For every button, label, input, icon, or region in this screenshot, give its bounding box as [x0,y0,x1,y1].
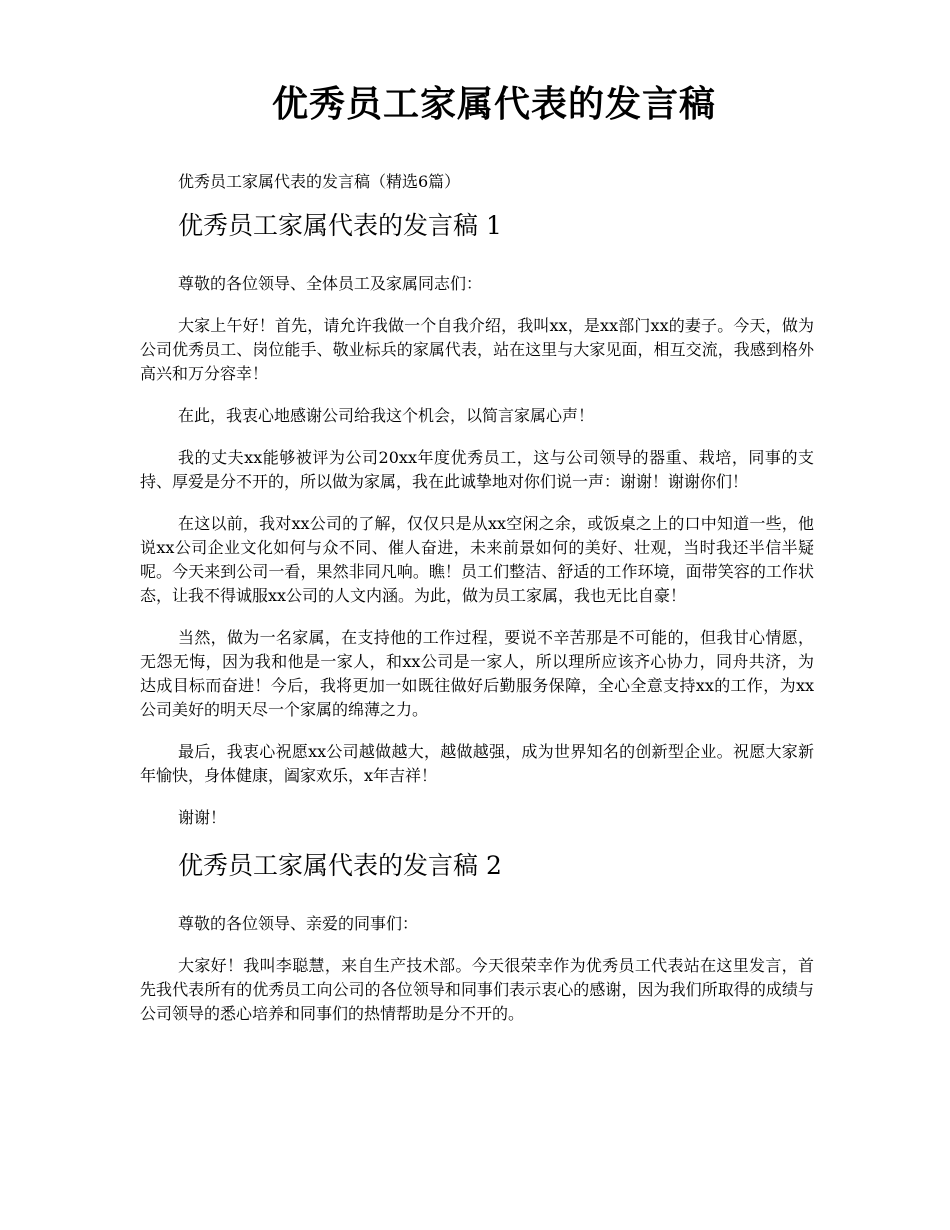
paragraph: 在此，我衷心地感谢公司给我这个机会，以简言家属心声！ [178,406,595,425]
document-title: 优秀员工家属代表的发言稿 [271,83,716,125]
paragraph: 大家好！我叫李聪慧，来自生产技术部。今天很荣幸作为优秀员工代表站在这里发言，首先我代表所有的优秀员工向公司的各位领导和同事们表示衷心的感谢，因为我们所取得的成绩与公司领导的悉心培养和同事们的热情帮助是分不开的。 [140,956,814,1023]
paragraph: 尊敬的各位领导、亲爱的同事们： [178,914,419,933]
paragraph: 大家上午好！首先，请允许我做一个自我介绍，我叫xx，是xx部门xx的妻子。今天，做为公司优秀员工、岗位能手、敬业标兵的家属代表，站在这里与大家见面，相互交流，我感到格外高兴和万分容幸！ [140,316,814,383]
document-body [140,170,814,1044]
paragraph: 我的丈夫xx能够被评为公司20xx年度优秀员工，这与公司领导的器重、栽培，同事的支持、厚爱是分不开的，所以做为家属，我在此诚挚地对你们说一声：谢谢！谢谢你们！ [140,448,814,491]
paragraph: 谢谢！ [178,808,227,827]
paragraph: 在这以前，我对xx公司的了解，仅仅只是从xx空闲之余，或饭桌之上的口中知道一些，他说xx公司企业文化如何与众不同、催人奋进，未来前景如何的美好、壮观，当时我还半信半疑呢。今天来到公司一看，果然非同凡响。瞧！员工们整洁、舒适的工作环境，面带笑容的工作状态，让我不得诚服xx公司的人文内涵。为此，做为员工家属，我也无比自豪！ [140,514,814,605]
paragraph: 当然，做为一名家属，在支持他的工作过程，要说不辛苦那是不可能的，但我甘心情愿，无怨无悔，因为我和他是一家人，和xx公司是一家人，所以理所应该齐心协力，同舟共济，为达成目标而奋进！今后，我将更加一如既往做好后勤服务保障，全心全意支持xx的工作，为xx公司美好的明天尽一个家属的绵薄之力。 [140,628,814,719]
section-1 [140,208,814,830]
document-subtitle: 优秀员工家属代表的发言稿（精选6篇） [178,172,461,191]
section-heading: 优秀员工家属代表的发言稿 2 [178,851,502,880]
paragraph: 最后，我衷心祝愿xx公司越做越大，越做越强，成为世界知名的创新型企业。祝愿大家新年愉快，身体健康，阖家欢乐，x年吉祥！ [140,742,814,785]
paragraph: 尊敬的各位领导、全体员工及家属同志们： [178,274,483,293]
section-2 [140,848,814,1026]
section-heading: 优秀员工家属代表的发言稿 1 [178,211,502,240]
